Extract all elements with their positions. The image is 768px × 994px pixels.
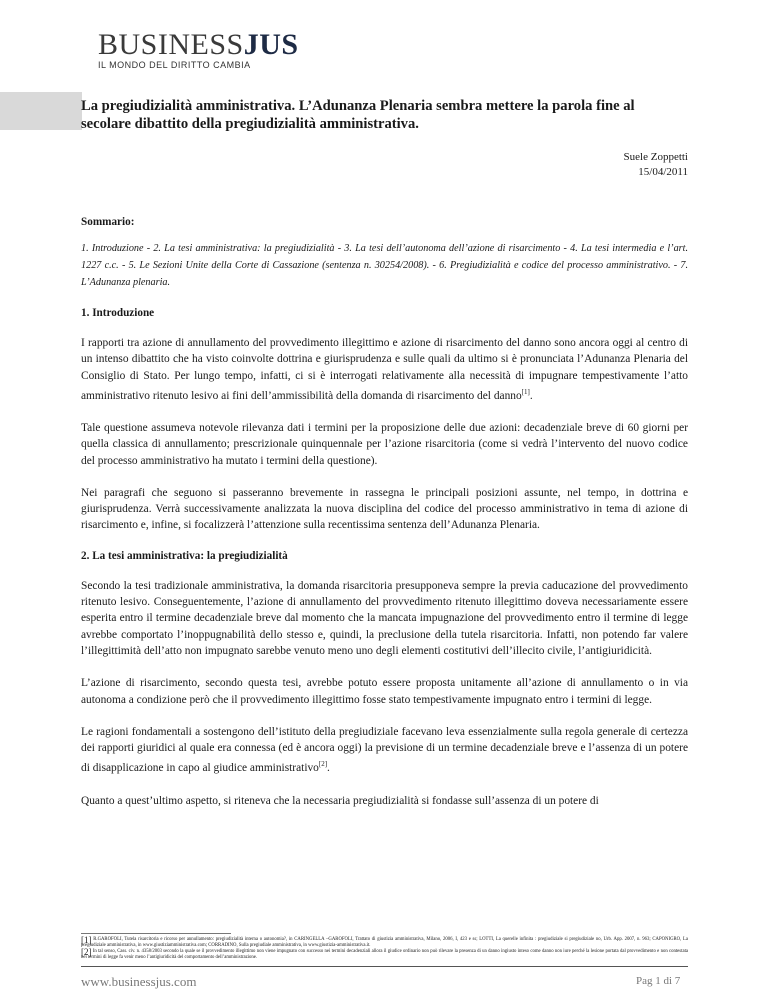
footnote-1: [1] R.GAROFOLI, Tutela risarcitoria e ricorso per annullamento: pregiudizialità interna o autonomia?, in CARINGELLA –GAROFOLI, Trattato di giustizia amministrativa, Milano, 2006, I, 423 e ss; LOTTI, La querelle infinita : pregiudiziale si pregiudiziale no, Urb. App. 2007, n. 963; CAPONIGRO, La pregiudiziale amministrativa, in www.giustiziamministrativa.com; CORRADINO, Sulla pregiudiale amministrativa, in www.giustizia-amministrativa.it. (81, 935, 689, 949)
section-2-heading: 2. La tesi amministrativa: la pregiudizialità (81, 549, 288, 562)
section-1-paragraph-2: Tale questione assumeva notevole rilevanza dati i termini per la proposizione delle due azioni: decadenziale breve di 60 giorni per quella classica di annullamento; prescrizionale quinquennale per l’azione risarcitoria (come si vedrà l’intervento del nuovo codice del processo amministrativo ha mutato i termini della questione). (81, 421, 688, 467)
publication-date: 15/04/2011 (638, 166, 688, 178)
footnote-ref-2[interactable]: [2] (318, 760, 328, 769)
section-2-paragraph-4: Quanto a quest’ultimo aspetto, si riteneva che la necessaria pregiudizialità si fondasse sull’assenza di un potere di (81, 794, 599, 807)
footer-divider (81, 966, 688, 967)
footer-website-link[interactable]: www.businessjus.com (81, 974, 197, 989)
document-body (81, 97, 688, 809)
title-marker-band (0, 92, 82, 130)
footnote-separator (81, 933, 231, 934)
section-2-paragraph-2: L’azione di risarcimento, secondo questa tesi, avrebbe potuto essere proposta unitamente all’azione di annullamento o in via autonoma a condizione però che il provvedimento illegittimo fosse stato tempestivamente impugnato entro i termini di legge. (81, 677, 688, 706)
footnote-ref-1[interactable]: [1] (521, 387, 530, 396)
section-1-paragraph-1: I rapporti tra azione di annullamento del provvedimento illegittimo e azione di risarcimento del danno sono ancora oggi al centro di un intenso dibattito che ha visto coinvolte dottrina e giurisprudenza e sulle quali da ultimo si è pronunciata l’Adunanza Plenaria del Consiglio di Stato. Per lungo tempo, infatti, ci si è interrogati relativamente alla necessità di impugnare tempestivamente l’atto amministrativo ritenuto lesivo ai fini dell’ammissibilità della domanda di risarcimento del danno[1]. (81, 337, 688, 402)
document-title: La pregiudizialità amministrativa. L’Adunanza Plenaria sembra mettere la parola fine al secolare dibattito della pregiudizialità amministrativa. (81, 98, 635, 132)
businessjus-logo (98, 30, 299, 70)
summary-heading: Sommario: (81, 216, 135, 228)
footnote-2: [2] In tal senso, Cass. civ. n. 4358/2003 secondo la quale se il provvedimento illegittimo non viene impugnato con successo nei termini decadenziali allora il giudice ordinario non può rilevare la presenza di un danno ingiusto inteso come danno non iure perché la lesione portata dal provvedimento e non contestata nei termini di legge fa venir meno l’antigiuridicità del comportamento dell’amministrazione. (81, 947, 688, 961)
logo-wordmark: BUSINESSJUS (98, 28, 299, 61)
summary-text: 1. Introduzione - 2. La tesi amministrativa: la pregiudizialità - 3. La tesi dell’autonoma dell’azione di risarcimento - 4. La tesi intermedia e l’art. 1227 c.c. - 5. Le Sezioni Unite della Corte di Cassazione (sentenza n. 30254/2008). - 6. Pregiudizialità e codice del processo amministrativo. - 7. L’Adunanza plenaria. (81, 243, 688, 288)
author-block (81, 150, 688, 180)
logo-tagline: IL MONDO DEL DIRITTO CAMBIA (98, 60, 251, 70)
author-name: Suele Zoppetti (623, 151, 688, 163)
section-2-paragraph-3: Le ragioni fondamentali a sostengono dell’istituto della pregiudiziale facevano leva essenzialmente sulla regola generale di certezza dei rapporti giuridici al quale era connessa (ed è ancora oggi) la previsione di un termine decadenziale breve e l’assenza di un potere di disapplicazione in capo al giudice amministrativo[2]. (81, 725, 688, 775)
section-2-paragraph-1: Secondo la tesi tradizionale amministrativa, la domanda risarcitoria presupponeva sempre la previa caducazione del provvedimento ritenuto lesivo. Conseguentemente, l’azione di annullamento del provvedimento ritenuto illegittimo doveva necessariamente essere esperita entro il termine decadenziale breve dal momento che la mancata impugnazione del provvedimento entro il termine di legge avrebbe comportato l’inoppugnabilità dello stesso e, quindi, la preclusione della tutela risarcitoria. Infatti, non potendo far valere l’illegittimità dell’atto non impugnato sarebbe venuto meno uno degli elementi costitutivi dell’illecito civile, l’antigiuridicità. (81, 579, 688, 657)
page-number: Pag 1 di 7 (636, 975, 681, 987)
section-1-paragraph-3: Nei paragrafi che seguono si passeranno brevemente in rassegna le principali posizioni assunte, nel tempo, in dottrina e giurisprudenza. Verrà successivamente analizzata la nuova disciplina del codice del processo amministrativo in tema di azione di risarcimento e, infine, si focalizzerà l’attenzione sulla recentissima sentenza dell’Adunanza Plenaria. (81, 486, 688, 532)
section-1-heading: 1. Introduzione (81, 307, 155, 319)
